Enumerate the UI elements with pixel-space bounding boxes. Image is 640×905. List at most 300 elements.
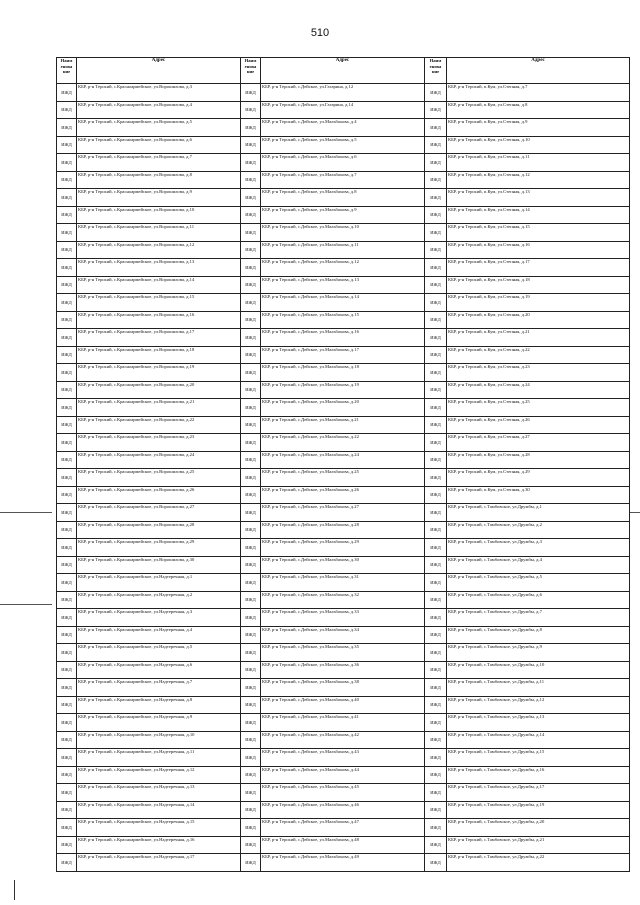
address-cell: [447, 416, 630, 434]
address-cell: [77, 766, 241, 784]
address-cell-text: КБР, р-н Терский, с.Дейское, ул.Мальбахова, д.7: [262, 171, 357, 177]
object-type-cell: [241, 469, 261, 487]
object-type-cell: [57, 276, 77, 294]
object-type-cell-text: ИЖД: [61, 614, 72, 620]
address-cell-text: КБР, р-н Терский, с.Красноармейское, ул.Надтеречная, д.16: [78, 836, 195, 842]
object-type-cell-text: ИЖД: [245, 404, 256, 410]
address-cell: [77, 416, 241, 434]
address-cell-text: КБР, р-н Терский, с.Тамбовское, ул.Дружбы, д.17: [448, 784, 545, 789]
table-row: [57, 276, 630, 294]
address-cell-text: КБР, р-н Терский, с.Дейское, ул.Мальбахова, д.47: [262, 819, 359, 824]
object-type-cell-text: ИЖД: [430, 317, 441, 322]
address-cell: [77, 364, 241, 382]
address-cell-text: КБР, р-н Терский, с.Дейское, ул.Мальбахова, д.42: [262, 731, 359, 737]
object-type-cell: [241, 626, 261, 644]
object-type-cell: [241, 101, 261, 119]
object-type-cell-text: ИЖД: [430, 492, 441, 497]
header-object-type: Наим енова ние: [425, 58, 447, 84]
object-type-cell: [425, 381, 447, 399]
address-cell: [77, 434, 241, 452]
address-cell: [447, 451, 630, 469]
object-type-cell-text: ИЖД: [245, 614, 256, 620]
object-type-cell-text: ИЖД: [430, 527, 441, 532]
address-cell: [261, 539, 425, 557]
address-cell-text: КБР, р-н Терский, с.Дейское, ул.Мальбахова, д.28: [262, 521, 359, 527]
address-cell-text: КБР, р-н Терский, с.Тамбовское, ул.Дружбы, д.19: [448, 801, 545, 807]
address-cell: [261, 84, 425, 102]
object-type-cell-text: ИЖД: [430, 649, 441, 655]
object-type-cell: [425, 626, 447, 644]
object-type-cell-text: ИЖД: [61, 509, 72, 515]
table-header-row: [57, 58, 630, 84]
table-row: [57, 154, 630, 172]
address-cell: [261, 749, 425, 767]
address-cell-text: КБР, р-н Терский, с.Тамбовское, ул.Дружбы, д.22: [448, 854, 545, 859]
object-type-cell-text: ИЖД: [245, 159, 256, 165]
object-type-cell-text: ИЖД: [430, 754, 441, 760]
address-cell-text: КБР, р-н Терский, п.Кум, ул.Степная, д.7: [448, 84, 528, 89]
address-cell-text: КБР, р-н Терский, п.Кум, ул.Степная, д.10: [448, 136, 530, 142]
object-type-cell-text: ИЖД: [430, 474, 441, 480]
object-type-cell: [241, 434, 261, 452]
object-type-cell: [57, 259, 77, 277]
object-type-cell: [425, 224, 447, 242]
object-type-cell-text: ИЖД: [245, 492, 256, 497]
address-cell-text: КБР, р-н Терский, с.Красноармейское, ул.Надтеречная, д.6: [78, 661, 193, 667]
object-type-cell: [425, 451, 447, 469]
object-type-cell-text: ИЖД: [430, 334, 441, 340]
address-cell: [261, 626, 425, 644]
address-cell-text: КБР, р-н Терский, п.Кум, ул.Степная, д.9: [448, 119, 528, 124]
object-type-cell-text: ИЖД: [245, 579, 256, 585]
margin-line: [14, 880, 15, 900]
address-cell-text: КБР, р-н Терский, с.Дейское, ул.Мальбахова, д.15: [262, 311, 359, 317]
object-type-cell: [425, 154, 447, 172]
object-type-cell-text: ИЖД: [245, 754, 256, 760]
address-cell-text: КБР, р-н Терский, с.Дейское, ул.Гагарина, д.12: [262, 84, 354, 89]
object-type-cell-text: ИЖД: [430, 579, 441, 585]
object-type-cell-text: ИЖД: [430, 264, 441, 270]
object-type-cell: [57, 731, 77, 749]
address-cell-text: КБР, р-н Терский, с.Красноармейское, ул.Ворошилова, д.28: [78, 521, 195, 527]
object-type-cell: [57, 661, 77, 679]
object-type-cell-text: ИЖД: [245, 229, 256, 235]
address-cell-text: КБР, р-н Терский, с.Красноармейское, ул.Ворошилова, д.7: [78, 154, 192, 159]
address-cell-text: КБР, р-н Терский, с.Дейское, ул.Мальбахова, д.22: [262, 434, 359, 439]
object-type-cell-text: ИЖД: [61, 807, 72, 812]
address-cell-text: КБР, р-н Терский, с.Дейское, ул.Мальбахова, д.41: [262, 714, 359, 719]
address-cell-text: КБР, р-н Терский, с.Дейское, ул.Мальбахова, д.8: [262, 189, 357, 194]
object-type-cell: [241, 784, 261, 802]
address-cell: [77, 346, 241, 364]
object-type-cell-text: ИЖД: [61, 527, 72, 532]
object-type-cell-text: ИЖД: [61, 352, 72, 357]
object-type-cell-text: ИЖД: [61, 212, 72, 217]
object-type-cell-text: ИЖД: [245, 334, 256, 340]
address-cell: [261, 574, 425, 592]
address-cell: [447, 311, 630, 329]
address-cell-text: КБР, р-н Терский, п.Кум, ул.Степная, д.21: [448, 329, 530, 334]
address-cell-text: КБР, р-н Терский, п.Кум, ул.Степная, д.12: [448, 171, 530, 177]
object-type-cell-text: ИЖД: [61, 89, 72, 95]
object-type-cell-text: ИЖД: [245, 317, 256, 322]
object-type-cell-text: ИЖД: [430, 807, 441, 812]
object-type-cell: [241, 154, 261, 172]
table-row: [57, 591, 630, 609]
object-type-cell-text: ИЖД: [430, 667, 441, 672]
address-cell: [447, 731, 630, 749]
object-type-cell-text: ИЖД: [430, 177, 441, 182]
address-cell: [261, 434, 425, 452]
object-type-cell-text: ИЖД: [61, 107, 72, 112]
address-cell-text: КБР, р-н Терский, п.Кум, ул.Степная, д.15: [448, 224, 530, 229]
address-cell: [447, 591, 630, 609]
object-type-cell: [425, 206, 447, 224]
address-cell-text: КБР, р-н Терский, с.Красноармейское, ул.Ворошилова, д.4: [78, 101, 192, 107]
address-cell-text: КБР, р-н Терский, с.Дейское, ул.Мальбахова, д.38: [262, 679, 359, 684]
object-type-cell-text: ИЖД: [61, 824, 72, 830]
address-cell: [261, 206, 425, 224]
table-row: [57, 346, 630, 364]
address-cell-text: КБР, р-н Терский, с.Дейское, ул.Мальбахова, д.29: [262, 539, 359, 544]
address-cell-text: КБР, р-н Терский, с.Дейское, ул.Мальбахова, д.10: [262, 224, 359, 229]
object-type-cell: [425, 591, 447, 609]
address-cell-text: КБР, р-н Терский, п.Кум, ул.Степная, д.19: [448, 294, 530, 299]
address-cell-text: КБР, р-н Терский, с.Дейское, ул.Мальбахова, д.34: [262, 626, 359, 632]
address-cell: [447, 224, 630, 242]
address-cell: [447, 399, 630, 417]
address-cell: [261, 819, 425, 837]
address-cell-text: КБР, р-н Терский, п.Кум, ул.Степная, д.20: [448, 311, 530, 317]
address-cell: [261, 504, 425, 522]
address-cell-text: КБР, р-н Терский, с.Тамбовское, ул.Дружбы, д.12: [448, 696, 545, 702]
address-cell: [261, 259, 425, 277]
object-type-cell: [241, 609, 261, 627]
object-type-cell: [57, 539, 77, 557]
object-type-cell-text: ИЖД: [245, 282, 256, 287]
object-type-cell-text: ИЖД: [61, 404, 72, 410]
object-type-cell: [57, 329, 77, 347]
object-type-cell-text: ИЖД: [245, 439, 256, 445]
address-cell: [77, 206, 241, 224]
address-cell: [261, 731, 425, 749]
object-type-cell: [57, 206, 77, 224]
address-cell-text: КБР, р-н Терский, с.Дейское, ул.Мальбахова, д.36: [262, 661, 359, 667]
address-cell-text: КБР, р-н Терский, с.Красноармейское, ул.Ворошилова, д.11: [78, 224, 195, 229]
object-type-cell: [425, 434, 447, 452]
table-row: [57, 819, 630, 837]
object-type-cell-text: ИЖД: [430, 632, 441, 637]
object-type-cell: [57, 609, 77, 627]
object-type-cell-text: ИЖД: [245, 807, 256, 812]
object-type-cell: [425, 416, 447, 434]
address-cell: [77, 259, 241, 277]
address-cell-text: КБР, р-н Терский, с.Красноармейское, ул.Ворошилова, д.14: [78, 276, 195, 282]
table-row: [57, 469, 630, 487]
address-cell-text: КБР, р-н Терский, с.Красноармейское, ул.Ворошилова, д.5: [78, 119, 192, 124]
object-type-cell-text: ИЖД: [245, 422, 256, 427]
address-cell-text: КБР, р-н Терский, с.Дейское, ул.Мальбахова, д.40: [262, 696, 359, 702]
table-row: [57, 539, 630, 557]
object-type-cell: [425, 609, 447, 627]
address-cell: [447, 504, 630, 522]
object-type-cell: [425, 679, 447, 697]
header-address: Адрес: [77, 58, 241, 84]
object-type-cell-text: ИЖД: [61, 247, 72, 252]
object-type-cell-text: ИЖД: [61, 124, 72, 130]
address-cell-text: КБР, р-н Терский, с.Тамбовское, ул.Дружбы, д.11: [448, 679, 545, 684]
table-row: [57, 206, 630, 224]
address-cell-text: КБР, р-н Терский, с.Красноармейское, ул.Ворошилова, д.20: [78, 381, 195, 387]
address-cell: [77, 819, 241, 837]
object-type-cell-text: ИЖД: [61, 772, 72, 777]
address-cell-text: КБР, р-н Терский, с.Тамбовское, ул.Дружбы, д.20: [448, 819, 545, 824]
object-type-cell-text: ИЖД: [245, 89, 256, 95]
object-type-cell-text: ИЖД: [61, 562, 72, 567]
table-row: [57, 644, 630, 662]
object-type-cell: [57, 434, 77, 452]
object-type-cell-text: ИЖД: [430, 789, 441, 795]
object-type-cell-text: ИЖД: [61, 684, 72, 690]
address-cell-text: КБР, р-н Терский, с.Дейское, ул.Мальбахова, д.11: [262, 241, 359, 247]
address-cell: [77, 854, 241, 872]
object-type-cell: [241, 451, 261, 469]
address-cell-text: КБР, р-н Терский, п.Кум, ул.Степная, д.29: [448, 469, 530, 474]
object-type-cell-text: ИЖД: [61, 282, 72, 287]
object-type-cell: [425, 731, 447, 749]
address-cell: [447, 346, 630, 364]
object-type-cell-text: ИЖД: [430, 247, 441, 252]
address-cell-text: КБР, р-н Терский, с.Красноармейское, ул.Ворошилова, д.25: [78, 469, 195, 474]
object-type-cell: [241, 714, 261, 732]
table-row: [57, 836, 630, 854]
address-cell-text: КБР, р-н Терский, с.Красноармейское, ул.Ворошилова, д.15: [78, 294, 195, 299]
object-type-cell: [425, 766, 447, 784]
address-cell: [261, 101, 425, 119]
object-type-cell-text: ИЖД: [61, 737, 72, 742]
address-cell: [261, 189, 425, 207]
address-cell-text: КБР, р-н Терский, с.Дейское, ул.Мальбахова, д.48: [262, 836, 359, 842]
table-row: [57, 766, 630, 784]
object-type-cell: [57, 504, 77, 522]
table-row: [57, 574, 630, 592]
address-cell-text: КБР, р-н Терский, с.Дейское, ул.Мальбахова, д.31: [262, 574, 359, 579]
address-cell-text: КБР, р-н Терский, с.Дейское, ул.Мальбахова, д.13: [262, 276, 359, 282]
address-cell: [77, 399, 241, 417]
table-row: [57, 801, 630, 819]
table-row: [57, 486, 630, 504]
address-cell: [447, 819, 630, 837]
address-cell: [447, 469, 630, 487]
address-cell: [77, 714, 241, 732]
address-cell-text: КБР, р-н Терский, с.Тамбовское, ул.Дружбы, д.9: [448, 644, 542, 649]
object-type-cell-text: ИЖД: [61, 859, 72, 865]
object-type-cell: [425, 276, 447, 294]
address-cell: [77, 749, 241, 767]
address-cell-text: КБР, р-н Терский, п.Кум, ул.Степная, д.30: [448, 486, 530, 492]
object-type-cell: [425, 84, 447, 102]
address-cell: [447, 539, 630, 557]
table-row: [57, 119, 630, 137]
address-cell: [447, 626, 630, 644]
object-type-cell: [241, 836, 261, 854]
address-cell: [77, 241, 241, 259]
object-type-cell-text: ИЖД: [61, 194, 72, 200]
address-cell-text: КБР, р-н Терский, с.Дейское, ул.Мальбахова, д.9: [262, 206, 357, 212]
object-type-cell-text: ИЖД: [430, 457, 441, 462]
table-row: [57, 224, 630, 242]
header-address: Адрес: [261, 58, 425, 84]
object-type-cell-text: ИЖД: [430, 597, 441, 602]
address-cell: [77, 329, 241, 347]
header-object-type: Наим енова ние: [57, 58, 77, 84]
address-cell: [261, 276, 425, 294]
object-type-cell: [425, 294, 447, 312]
object-type-cell: [241, 399, 261, 417]
object-type-cell: [241, 311, 261, 329]
object-type-cell-text: ИЖД: [430, 859, 441, 865]
address-cell-text: КБР, р-н Терский, с.Тамбовское, ул.Дружбы, д.1: [448, 504, 542, 509]
address-cell-text: КБР, р-н Терский, с.Красноармейское, ул.Надтеречная, д.10: [78, 731, 195, 737]
object-type-cell-text: ИЖД: [61, 177, 72, 182]
address-cell: [261, 171, 425, 189]
address-cell: [77, 679, 241, 697]
object-type-cell-text: ИЖД: [61, 159, 72, 165]
object-type-cell: [57, 819, 77, 837]
object-type-cell: [57, 189, 77, 207]
address-cell: [261, 521, 425, 539]
address-cell-text: КБР, р-н Терский, с.Красноармейское, ул.Надтеречная, д.12: [78, 766, 195, 772]
header-address: Адрес: [447, 58, 630, 84]
address-cell: [261, 696, 425, 714]
object-type-cell: [57, 749, 77, 767]
object-type-cell: [241, 854, 261, 872]
object-type-cell: [425, 241, 447, 259]
address-cell-text: КБР, р-н Терский, с.Дейское, ул.Мальбахова, д.16: [262, 329, 359, 334]
object-type-cell-text: ИЖД: [430, 772, 441, 777]
object-type-cell-text: ИЖД: [430, 89, 441, 95]
object-type-cell: [57, 154, 77, 172]
address-cell: [77, 469, 241, 487]
object-type-cell-text: ИЖД: [61, 754, 72, 760]
address-cell-text: КБР, р-н Терский, п.Кум, ул.Степная, д.18: [448, 276, 530, 282]
address-cell-text: КБР, р-н Терский, с.Дейское, ул.Мальбахова, д.20: [262, 399, 359, 404]
object-type-cell-text: ИЖД: [430, 107, 441, 112]
object-type-cell: [425, 661, 447, 679]
object-type-cell-text: ИЖД: [245, 719, 256, 725]
object-type-cell-text: ИЖД: [245, 107, 256, 112]
address-cell: [447, 556, 630, 574]
object-type-cell: [241, 661, 261, 679]
object-type-cell-text: ИЖД: [245, 247, 256, 252]
address-cell-text: КБР, р-н Терский, с.Дейское, ул.Мальбахова, д.26: [262, 486, 359, 492]
object-type-cell: [241, 381, 261, 399]
address-cell: [261, 154, 425, 172]
address-cell-text: КБР, р-н Терский, с.Красноармейское, ул.Ворошилова, д.12: [78, 241, 195, 247]
address-cell: [77, 609, 241, 627]
object-type-cell: [425, 259, 447, 277]
address-cell-text: КБР, р-н Терский, с.Дейское, ул.Мальбахова, д.45: [262, 784, 359, 789]
object-type-cell: [57, 679, 77, 697]
address-cell: [77, 591, 241, 609]
address-cell: [77, 539, 241, 557]
object-type-cell: [57, 766, 77, 784]
object-type-cell-text: ИЖД: [430, 212, 441, 217]
address-cell: [447, 84, 630, 102]
object-type-cell: [425, 171, 447, 189]
address-cell-text: КБР, р-н Терский, с.Красноармейское, ул.Надтеречная, д.17: [78, 854, 195, 859]
address-cell: [447, 766, 630, 784]
table-row: [57, 661, 630, 679]
object-type-cell: [241, 591, 261, 609]
address-cell: [447, 294, 630, 312]
address-cell-text: КБР, р-н Терский, с.Дейское, ул.Мальбахова, д.44: [262, 766, 359, 772]
table-row: [57, 679, 630, 697]
object-type-cell: [57, 346, 77, 364]
object-type-cell-text: ИЖД: [245, 824, 256, 830]
object-type-cell: [57, 521, 77, 539]
address-cell: [77, 661, 241, 679]
address-cell: [261, 609, 425, 627]
object-type-cell-text: ИЖД: [61, 492, 72, 497]
address-cell: [261, 329, 425, 347]
address-cell-text: КБР, р-н Терский, с.Дейское, ул.Мальбахова, д.5: [262, 136, 357, 142]
object-type-cell-text: ИЖД: [61, 264, 72, 270]
address-cell-text: КБР, р-н Терский, с.Красноармейское, ул.Ворошилова, д.27: [78, 504, 195, 509]
object-type-cell: [57, 364, 77, 382]
object-type-cell: [425, 329, 447, 347]
address-cell-text: КБР, р-н Терский, с.Красноармейское, ул.Надтеречная, д.1: [78, 574, 193, 579]
address-cell-text: КБР, р-н Терский, с.Красноармейское, ул.Надтеречная, д.14: [78, 801, 195, 807]
object-type-cell-text: ИЖД: [430, 299, 441, 305]
address-cell: [77, 574, 241, 592]
object-type-cell-text: ИЖД: [245, 772, 256, 777]
address-cell: [447, 801, 630, 819]
address-cell: [77, 311, 241, 329]
address-cell: [447, 696, 630, 714]
object-type-cell-text: ИЖД: [61, 702, 72, 707]
object-type-cell: [57, 171, 77, 189]
object-type-cell-text: ИЖД: [61, 142, 72, 147]
object-type-cell-text: ИЖД: [245, 597, 256, 602]
address-cell: [261, 714, 425, 732]
object-type-cell: [425, 539, 447, 557]
address-cell: [447, 661, 630, 679]
object-type-cell-text: ИЖД: [245, 649, 256, 655]
address-cell-text: КБР, р-н Терский, с.Дейское, ул.Мальбахова, д.14: [262, 294, 359, 299]
address-cell-text: КБР, р-н Терский, с.Красноармейское, ул.Ворошилова, д.13: [78, 259, 195, 264]
object-type-cell-text: ИЖД: [430, 842, 441, 847]
address-cell: [77, 556, 241, 574]
address-cell: [447, 329, 630, 347]
object-type-cell-text: ИЖД: [61, 334, 72, 340]
object-type-cell: [241, 731, 261, 749]
object-type-cell-text: ИЖД: [61, 719, 72, 725]
address-cell: [261, 294, 425, 312]
address-cell-text: КБР, р-н Терский, п.Кум, ул.Степная, д.23: [448, 364, 530, 369]
object-type-cell-text: ИЖД: [61, 597, 72, 602]
object-type-cell: [57, 84, 77, 102]
address-cell-text: КБР, р-н Терский, п.Кум, ул.Степная, д.8: [448, 101, 528, 107]
object-type-cell: [57, 101, 77, 119]
object-type-cell-text: ИЖД: [430, 737, 441, 742]
table-row: [57, 626, 630, 644]
table-row: [57, 101, 630, 119]
address-cell: [447, 854, 630, 872]
address-cell: [447, 381, 630, 399]
address-cell-text: КБР, р-н Терский, с.Тамбовское, ул.Дружбы, д.21: [448, 836, 545, 842]
object-type-cell: [241, 136, 261, 154]
